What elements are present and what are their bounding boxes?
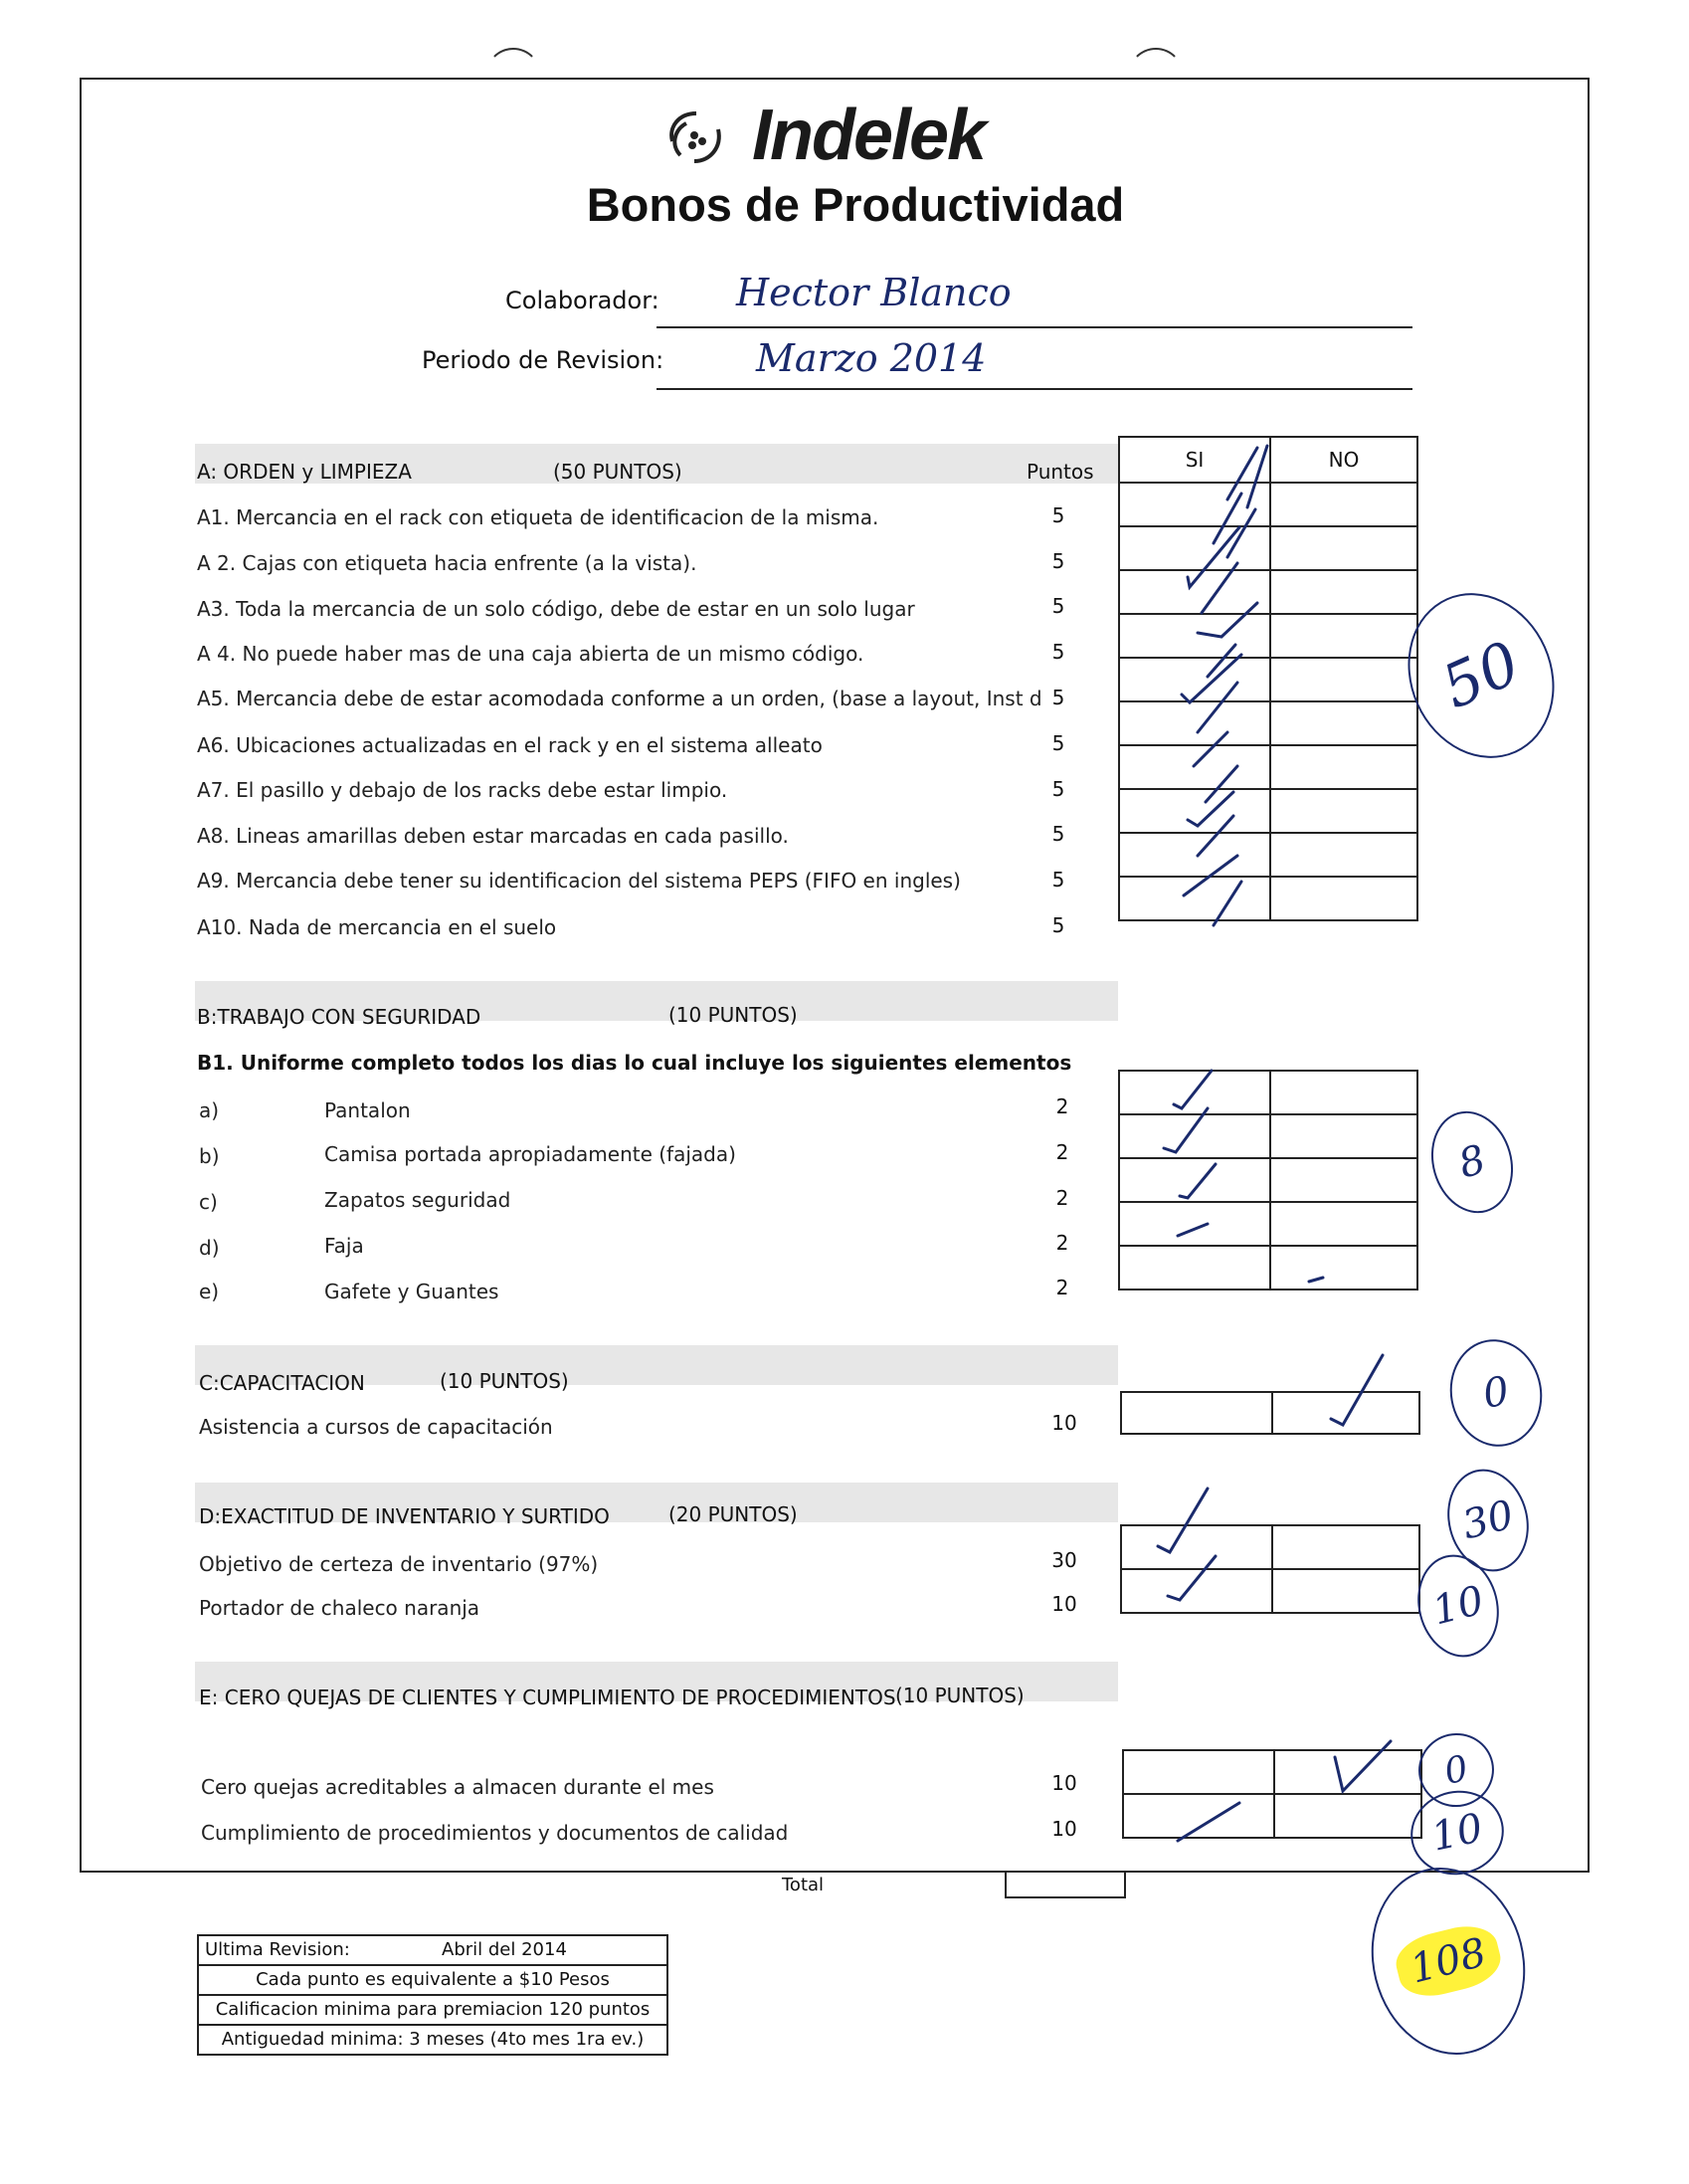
info-line-1: Cada punto es equivalente a $10 Pesos — [199, 1966, 666, 1996]
list-item: Gafete y Guantes — [324, 1280, 499, 1303]
list-item: A6. Ubicaciones actualizadas en el rack y en el sistema alleato — [197, 733, 823, 757]
points-value: 5 — [1051, 503, 1065, 527]
section-e-title: E: CERO QUEJAS DE CLIENTES Y CUMPLIMIENTO DE PROCEDIMIENTOS — [199, 1686, 896, 1709]
points-value: 2 — [1055, 1276, 1069, 1299]
section-c-checkmark — [1273, 1341, 1432, 1441]
total-highlight — [1391, 1918, 1506, 2003]
list-item: Cero quejas acreditables a almacen durante el mes — [201, 1775, 714, 1799]
info-revision-row — [199, 1936, 666, 1966]
points-value: 2 — [1055, 1094, 1069, 1118]
list-item: Pantalon — [324, 1098, 411, 1122]
col-no-header: NO — [1270, 437, 1417, 483]
section-d-title: D:EXACTITUD DE INVENTARIO Y SURTIDO — [199, 1504, 610, 1528]
list-item-letter: c) — [199, 1190, 218, 1214]
list-item: Asistencia a cursos de capacitación — [199, 1415, 553, 1439]
list-item: Objetivo de certeza de inventario (97%) — [199, 1552, 599, 1576]
section-a-score: 50 — [1383, 569, 1581, 781]
colaborador-label: Colaborador: — [505, 287, 659, 314]
info-line-3: Antiguedad minima: 3 meses (4to mes 1ra ev.) — [221, 2029, 645, 2050]
page-title: Bonos de Productividad — [586, 178, 1125, 231]
list-item: Camisa portada apropiadamente (fajada) — [324, 1142, 736, 1166]
section-c-title: C:CAPACITACION — [199, 1371, 365, 1395]
section-d-points: (20 PUNTOS) — [668, 1502, 798, 1526]
periodo-value: Marzo 2014 — [756, 336, 987, 380]
brand-logo — [657, 96, 1074, 175]
points-value: 5 — [1051, 731, 1065, 755]
list-item: Portador de chaleco naranja — [199, 1596, 480, 1620]
section-a-title: A: ORDEN y LIMPIEZA — [197, 460, 412, 484]
list-item-letter: d) — [199, 1236, 220, 1260]
list-item: Cumplimiento de procedimientos y documentos de calidad — [201, 1821, 789, 1845]
list-item: Zapatos seguridad — [324, 1188, 511, 1212]
colaborador-underline — [657, 326, 1412, 328]
list-item: A 4. No puede haber mas de una caja abierta de un mismo código. — [197, 642, 864, 666]
points-value: 10 — [1051, 1817, 1077, 1841]
list-item-letter: b) — [199, 1144, 220, 1168]
info-box — [197, 1934, 668, 2056]
total-box[interactable] — [1005, 1871, 1126, 1898]
points-value: 10 — [1051, 1592, 1077, 1616]
brand-name: Indelek — [752, 96, 986, 175]
points-value: 10 — [1051, 1411, 1077, 1435]
points-value: 5 — [1051, 777, 1065, 801]
section-b-title: B:TRABAJO CON SEGURIDAD — [197, 1005, 481, 1029]
col-puntos-header: Puntos — [1027, 460, 1094, 484]
section-b-checkmarks — [1118, 1065, 1416, 1303]
section-b-points: (10 PUNTOS) — [668, 1003, 798, 1027]
section-d-score-1: 30 — [1437, 1461, 1540, 1580]
list-item: Faja — [324, 1234, 364, 1258]
points-value: 5 — [1051, 686, 1065, 709]
total-score-circle — [1352, 1851, 1544, 2071]
section-c-points: (10 PUNTOS) — [440, 1369, 569, 1393]
list-item-letter: a) — [199, 1098, 220, 1122]
section-a-checkmarks — [1118, 428, 1416, 945]
section-e-score-1: 0 — [1411, 1726, 1501, 1814]
points-value: 2 — [1055, 1186, 1069, 1210]
list-item: A5. Mercancia debe de estar acomodada conforme a un orden, (base a layout, Inst d — [197, 687, 1042, 710]
section-a-points: (50 PUNTOS) — [553, 460, 682, 484]
points-value: 30 — [1051, 1548, 1077, 1572]
list-item: A8. Lineas amarillas deben estar marcadas en cada pasillo. — [197, 824, 789, 848]
cell-no[interactable] — [1272, 1569, 1419, 1613]
col-si-header: SI — [1119, 437, 1270, 483]
section-e-checkmarks — [1122, 1731, 1420, 1851]
list-item: A9. Mercancia debe tener su identificacion del sistema PEPS (FIFO en ingles) — [197, 869, 961, 893]
section-b-score: 8 — [1419, 1101, 1525, 1223]
list-item: A1. Mercancia en el rack con etiqueta de identificacion de la misma. — [197, 505, 879, 529]
section-e-points: (10 PUNTOS) — [895, 1684, 1025, 1707]
section-d-checkmarks — [1124, 1483, 1283, 1622]
revision-value: Abril del 2014 — [442, 1939, 567, 1960]
revision-label: Ultima Revision: — [205, 1939, 350, 1960]
points-value: 5 — [1051, 868, 1065, 892]
total-score: 108 — [1406, 1929, 1491, 1993]
list-item: A3. Toda la mercancia de un solo código, debe de estar en un solo lugar — [197, 597, 915, 621]
periodo-underline — [657, 388, 1412, 390]
points-value: 5 — [1051, 640, 1065, 664]
list-item-letter: e) — [199, 1280, 220, 1303]
points-value: 5 — [1051, 549, 1065, 573]
total-label: Total — [782, 1875, 825, 1895]
info-line-2: Calificacion minima para premiacion 120 puntos — [199, 1996, 666, 2026]
points-value: 2 — [1055, 1231, 1069, 1255]
points-value: 5 — [1051, 822, 1065, 846]
periodo-label: Periodo de Revision: — [422, 346, 664, 374]
section-c-score: 0 — [1441, 1332, 1550, 1454]
cell-si[interactable] — [1121, 1392, 1272, 1434]
list-item: A7. El pasillo y debajo de los racks debe estar limpio. — [197, 778, 728, 802]
section-e-score-2: 10 — [1403, 1782, 1511, 1884]
section-d-score-2: 10 — [1408, 1546, 1510, 1666]
list-item: A 2. Cajas con etiqueta hacia enfrente (a la vista). — [197, 551, 697, 575]
points-value: 2 — [1055, 1140, 1069, 1164]
points-value: 5 — [1051, 913, 1065, 937]
swirl-logo-icon — [657, 99, 736, 179]
points-value: 5 — [1051, 594, 1065, 618]
list-item: A10. Nada de mercancia en el suelo — [197, 915, 557, 939]
points-value: 10 — [1051, 1771, 1077, 1795]
cell-no[interactable] — [1272, 1525, 1419, 1569]
section-b-subtitle: B1. Uniforme completo todos los dias lo cual incluye los siguientes elementos — [197, 1051, 1072, 1075]
colaborador-value: Hector Blanco — [736, 271, 1012, 314]
